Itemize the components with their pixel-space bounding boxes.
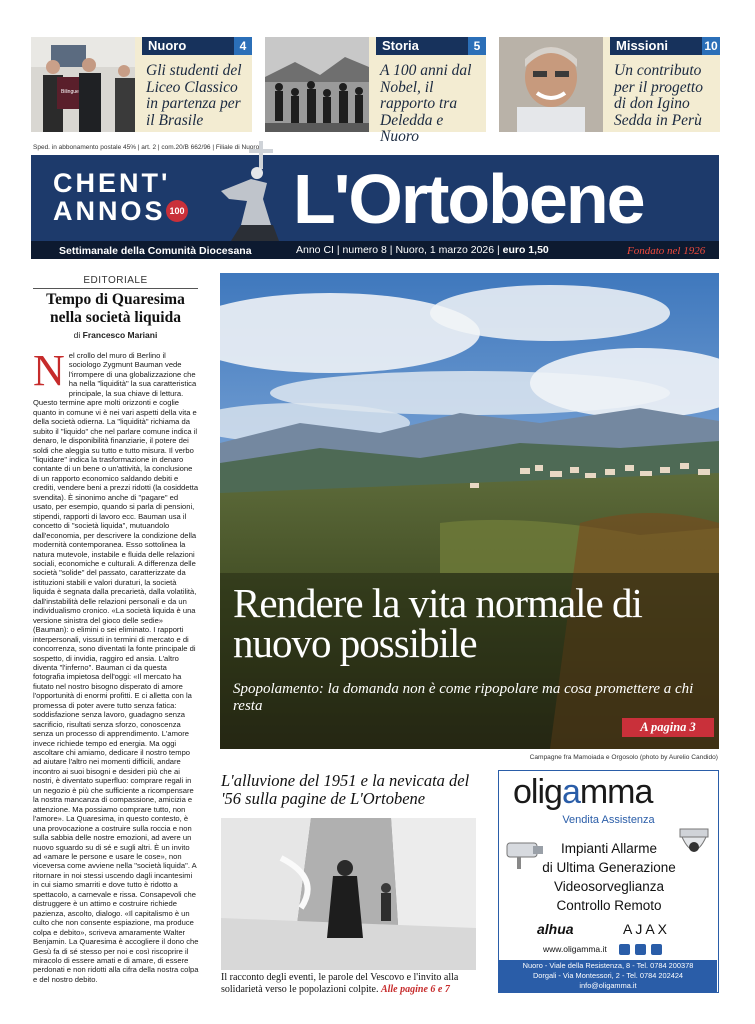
issue-numero: numero 8 <box>342 244 387 256</box>
ad-website[interactable]: www.oligamma.it <box>543 944 607 954</box>
redeemer-statue-icon <box>201 139 291 241</box>
flood-caption-text: Il racconto degli eventi, le parole del Vescovo e l'invito alla solidarietà verso le popolazioni colpite. <box>221 972 459 995</box>
cover-subhead: Spopolamento: la domanda non è come ripopolare ma cosa promettere a chi resta <box>233 681 694 714</box>
ad-footer <box>499 960 717 992</box>
teaser-nuoro-page: 4 <box>234 37 252 55</box>
flood-page-ref[interactable]: Alle pagine 6 e 7 <box>380 983 450 995</box>
teaser-missioni-photo <box>499 37 603 132</box>
teaser-storia[interactable] <box>265 37 486 145</box>
ad-address-nuoro: Nuoro - Viale della Resistenza, 8 - Tel. 0784 200378 <box>522 961 694 970</box>
cover-headline[interactable]: Rendere la vita normale di nuovo possibile <box>233 580 642 666</box>
teaser-missioni[interactable] <box>499 37 720 132</box>
drop-cap: N <box>33 346 65 395</box>
teaser-nuoro-text: Gli studenti del Liceo Classico in partenza per il Brasile <box>146 62 242 129</box>
brand-alhua: alhua <box>537 921 574 937</box>
byline-prefix: di <box>73 330 81 340</box>
issue-date: Nuoro, 1 marzo 2026 <box>395 244 495 256</box>
youtube-icon[interactable] <box>635 944 646 955</box>
oligamma-ad[interactable] <box>498 770 719 993</box>
masthead <box>31 155 719 259</box>
editorial-author: Francesco Mariani <box>82 330 158 340</box>
ad-line-3: Videosorveglianza <box>553 879 665 894</box>
editorial-kicker: EDITORIALE <box>33 275 198 289</box>
masthead-tagline: Settimanale della Comunità Diocesana <box>59 245 252 257</box>
cover-page-ref[interactable]: A pagina 3 <box>622 718 714 737</box>
founded-line: Fondato nel 1926 <box>627 245 706 257</box>
facebook-icon[interactable] <box>619 944 630 955</box>
svg-text:Bilingue: Bilingue <box>61 89 79 95</box>
ad-subtitle: Vendita Assistenza <box>562 814 655 826</box>
teaser-missioni-text: Un contributo per il progetto di don Igino Sedda in Perù <box>614 62 703 129</box>
centenary-line2: ANNOS <box>53 196 166 226</box>
issue-info: Anno CI | numero 8 | Nuoro, 1 marzo 2026 | euro 1,50 <box>296 244 549 256</box>
ad-address-dorgali: Dorgali - Via Montessori, 2 - Tel. 0784 202424 <box>532 971 684 980</box>
photo-caption: Campagne fra Mamoiada e Orgosolo (photo by Aurelio Candido) <box>529 754 718 761</box>
editorial-byline <box>33 330 198 340</box>
instagram-icon[interactable] <box>651 944 662 955</box>
flood-story-photo <box>221 818 476 970</box>
issue-price: euro 1,50 <box>502 244 549 256</box>
teaser-storia-text: A 100 anni dal Nobel, il rapporto tra Deledda e Nuoro <box>380 62 472 145</box>
editorial-lead: el crollo del muro di Berlino il sociologo Zygmunt Bauman vede l'irrompere di una globalizzazione che ha nella "liquidità" <box>68 351 196 389</box>
teaser-storia-page: 5 <box>468 37 486 55</box>
editorial-title[interactable]: Tempo di Quaresima nella società liquida <box>46 291 185 326</box>
flood-story-caption <box>221 972 483 995</box>
ad-line-2: di Ultima Generazione <box>542 860 676 875</box>
oligamma-logo: oligamma <box>513 773 653 811</box>
teaser-nuoro-section: Nuoro <box>142 37 234 55</box>
postal-info: Sped. in abbonamento postale 45% | art. 2 | com.20/B 662/96 | Filiale di Nuoro <box>33 144 260 151</box>
teaser-missioni-section: Missioni <box>610 37 702 55</box>
teaser-storia-photo <box>265 37 369 132</box>
teaser-storia-section: Storia <box>376 37 468 55</box>
ad-line-1: Impianti Allarme <box>560 841 658 856</box>
teaser-nuoro-photo <box>31 37 135 132</box>
teaser-missioni-page: 10 <box>702 37 720 55</box>
ad-email[interactable]: info@oligamma.it <box>579 981 637 990</box>
editorial-text: la sua caratteristica principale, la sua chiave di lettura. Questo termine apre molti orizzonti e coglie quanto in comune vi è nei vari aspetti della vita e della società odierna. La "liquidità" richiama da subito il "liquido" che nel parlare comune indica il denaro, le disponibilità finanziarie, il potere dei soldi che aleggia su tutto e tutto misura. Il verbo "liquidare" indica la trasformazione in denaro contante di un bene o un'attività, la conclusione di un rapporto economico saldando debiti e crediti, vendere beni a prezzi ridotti (la cosiddetta svendita). È sinonimo anche di "pagare" ed usato, per esempio, quando si parla di pensioni, stipendi, rapporti di lavoro ecc. Bauman usa il concetto di "società liquida", mutuandolo dall'economia, per descrivere la condizione della modernità contemporanea. Esso sottolinea la natura mutevole, instabile e fluida delle relazioni sociali, economiche e culturali. A differenza delle società "solide" del passato, caratterizzate da istituzioni stabili e valori duraturi, la società liquida è segnata dalla precarietà, dalla volatilità, dall'instabilità delle relazioni personali e da un individualismo cronico. «La società liquida è una versione sinistra del gioco delle sedie» (Bauman): o elimini o sei eliminato. I rapporti interpersonali, vissuti in termini di mercato e di concorrenza, sono diventati la fonte principale di sospetto, di invidia, raggiro ed ansia. L'altro diventa "l'inferno". Bauman ci da questa fotografia impietosa dell'oggi: «Il mercato ha fiutato nel nostro bisogno disperato di amore l'opportunità di enormi profitti. E ci alletta con la promessa di poter avere tutto senza fatica: soddisfazione senza lavoro, guadagno senza sacrificio, risultati senza sforzo, conoscenza senza un processo di apprendimento. L'amore invece richiede tempo ed energia. Ma oggi ascoltare chi amiamo, dedicare il nostro tempo ad aiutare l'altro nei momenti difficili, andare incontro ai suoi bisogni e desideri più che ai nostri, è diventato superfluo: comprare regali in un negozio è più che sufficiente a ricompensare la nostra mancanza di compassione, amicizia e attenzione. Ma possiamo comprare tutto, non l'amore». La Quaresima, in questo contesto, è una provocazione a costruire sulla roccia e non sulla sabbia delle nostre emozioni, ad avere un nuovo sguardo su di sé e sugli altri. È un invito ad «amare le persone e usare le cose», non viceversa come avviene nella "società liquida". A ritornare in noi stessi uscendo dagli incantesimi in cui siamo smarriti e dove tutto è ridotto a spettacolo, a carnevale e rissa. Consapevoli che distruggere è un attimo e costruire richiede pazienza, ascolto, dialogo. «Il capitalismo è un culto che non consente espiazione, ma produce colpa e debito», scriveva amaramente Walter Benjamin. La Quaresima è accogliere il dono che Gesù fa di sé stesso per noi e così riscoprire il miracolo di essere amati e di amare, di essere perdonati e non ridotti alla cifra della nostra colpa e del nostro debito. <box>33 379 199 984</box>
centenary-line1: CHENT' <box>53 168 171 198</box>
teaser-nuoro[interactable] <box>31 37 252 132</box>
newspaper-title[interactable]: L'Ortobene <box>293 160 644 238</box>
flood-story-title[interactable]: L'alluvione del 1951 e la nevicata del '56 sulla pagine de L'Ortobene <box>221 771 470 808</box>
centenary-badge: 100 <box>166 200 188 222</box>
editorial-body <box>33 346 199 984</box>
centenary-logo <box>53 169 170 225</box>
issue-anno: Anno CI <box>296 244 334 256</box>
cover-photo[interactable] <box>220 273 719 749</box>
ad-line-4: Controllo Remoto <box>556 898 662 913</box>
brand-ajax: AJAX <box>623 921 671 937</box>
